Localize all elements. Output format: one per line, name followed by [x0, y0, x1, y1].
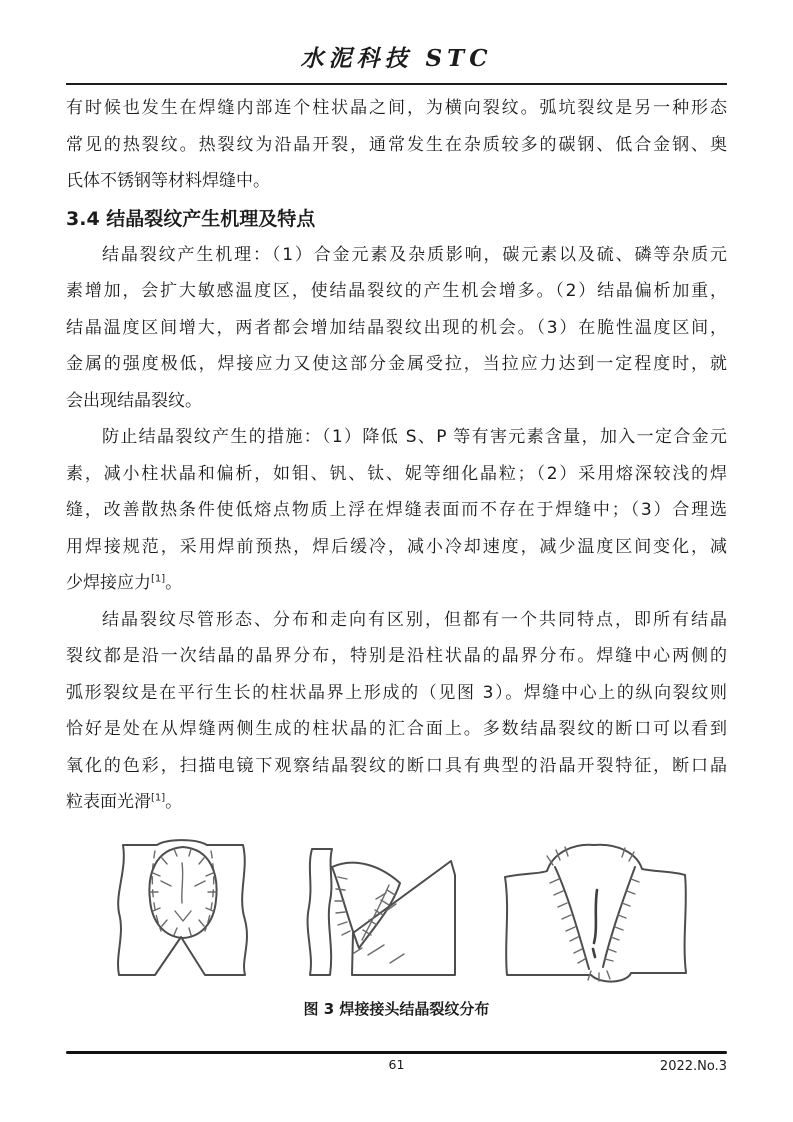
- text-line: 金属的强度极低，焊接应力又使这部分金属受拉，当拉应力达到一定程度时，就: [66, 354, 727, 374]
- citation-reference: [1]: [151, 792, 166, 804]
- text-line: 结晶温度区间增大，两者都会增加结晶裂纹出现的机会。（3）在脆性温度区间，: [66, 317, 727, 338]
- text-segment: 。: [165, 792, 183, 812]
- section-heading-3-4: 3.4 结晶裂纹产生机理及特点: [66, 207, 316, 230]
- issue-label: 2022.No.3: [659, 1059, 727, 1074]
- text-segment: 。: [165, 573, 183, 593]
- weld-sketch-butt-joint: [489, 835, 699, 985]
- text-line: 素增加，会扩大敏感温度区，使结晶裂纹的产生机会增多。（2）结晶偏析加重，: [66, 281, 727, 301]
- article-body: [66, 90, 727, 821]
- text-line: 弧形裂纹是在平行生长的柱状晶界上形成的（见图 3）。焊缝中心上的纵向裂纹则: [66, 682, 727, 703]
- page-number: 61: [388, 1057, 405, 1072]
- weld-sketch-corner-joint: [292, 835, 467, 985]
- paragraph: [66, 419, 727, 602]
- text-line: 恰好是处在从焊缝两侧生成的柱状晶的汇合面上。多数结晶裂纹的断口可以看到: [66, 719, 727, 739]
- text-line: 有时候也发生在焊缝内部连个柱状晶之间，为横向裂纹。弧坑裂纹是另一种形态: [66, 98, 727, 118]
- text-line: 防止结晶裂纹产生的措施：（1）降低 S、P 等有害元素含量，加入一定合金元: [102, 427, 727, 447]
- text-line: 常见的热裂纹。热裂纹为沿晶开裂，通常发生在杂质较多的碳钢、低合金钢、奥: [66, 134, 727, 155]
- text-line: 氏体不锈钢等材料焊缝中。: [66, 171, 270, 191]
- paragraph: [66, 602, 727, 821]
- figure-3: [0, 835, 793, 985]
- paragraph: [66, 237, 727, 420]
- paragraph: [66, 90, 727, 200]
- figure-caption: 图 3 焊接接头结晶裂纹分布: [303, 999, 490, 1018]
- text-line: 裂纹都是沿一次结晶的晶界分布，特别是沿柱状晶的晶界分布。焊缝中心两侧的: [66, 646, 727, 666]
- page-footer: [66, 1051, 727, 1072]
- text-line: 结晶裂纹产生机理：（1）合金元素及杂质影响，碳元素以及硫、磷等杂质元: [102, 244, 727, 265]
- text-segment: 粒表面光滑: [66, 792, 151, 812]
- text-line: 用焊接规范，采用焊前预热，焊后缓冷，减小冷却速度，减少温度区间变化，减: [66, 536, 727, 557]
- text-line: 素，减小柱状晶和偏析，如钼、钒、钛、妮等细化晶粒；（2）采用熔深较浅的焊: [66, 463, 727, 484]
- header-rule: [66, 83, 727, 85]
- text-line: 缝，改善散热条件使低熔点物质上浮在焊缝表面而不存在于焊缝中；（3）合理选: [66, 500, 727, 520]
- footer-rule: [66, 1051, 727, 1054]
- text-line: 结晶裂纹尽管形态、分布和走向有区别，但都有一个共同特点，即所有结晶: [102, 609, 727, 630]
- text-line: 会出现结晶裂纹。: [66, 390, 202, 411]
- text-line: [66, 784, 727, 821]
- weld-sketch-double-sided-joint: [95, 835, 270, 985]
- text-segment: 少焊接应力: [66, 573, 151, 593]
- journal-title: 水泥科技 STC: [300, 45, 493, 72]
- text-line: [66, 565, 727, 602]
- citation-reference: [1]: [151, 573, 166, 585]
- text-line: 氧化的色彩，扫描电镜下观察结晶裂纹的断口具有典型的沿晶开裂特征，断口晶: [66, 755, 727, 776]
- page-header: [0, 0, 793, 74]
